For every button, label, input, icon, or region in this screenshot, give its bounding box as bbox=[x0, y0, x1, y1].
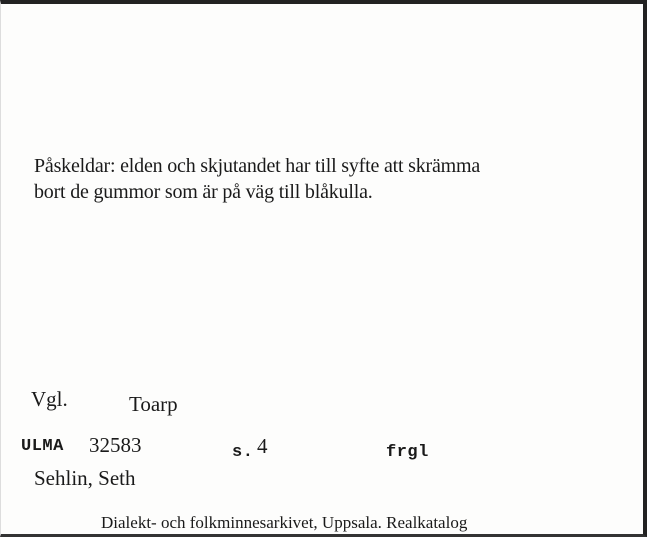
archive-footer: Dialekt- och folkminnesarkivet, Uppsala. Realkatalog bbox=[101, 513, 468, 532]
province-label: Vgl. bbox=[31, 387, 68, 411]
card-body-text bbox=[34, 153, 624, 205]
card-text-line: bort de gummor som är på väg till blåkulla. bbox=[34, 181, 373, 203]
page-label: s. bbox=[232, 443, 254, 462]
card-text-line: Påskeldar: elden och skjutandet har till syfte att skrämma bbox=[34, 155, 481, 177]
page-number: 4 bbox=[257, 434, 268, 458]
collector-name: Sehlin, Seth bbox=[34, 466, 136, 490]
archive-code: ULMA bbox=[21, 437, 64, 456]
parish-label: Toarp bbox=[129, 392, 178, 416]
category-code: frgl bbox=[386, 443, 429, 462]
archive-number: 32583 bbox=[89, 433, 142, 457]
